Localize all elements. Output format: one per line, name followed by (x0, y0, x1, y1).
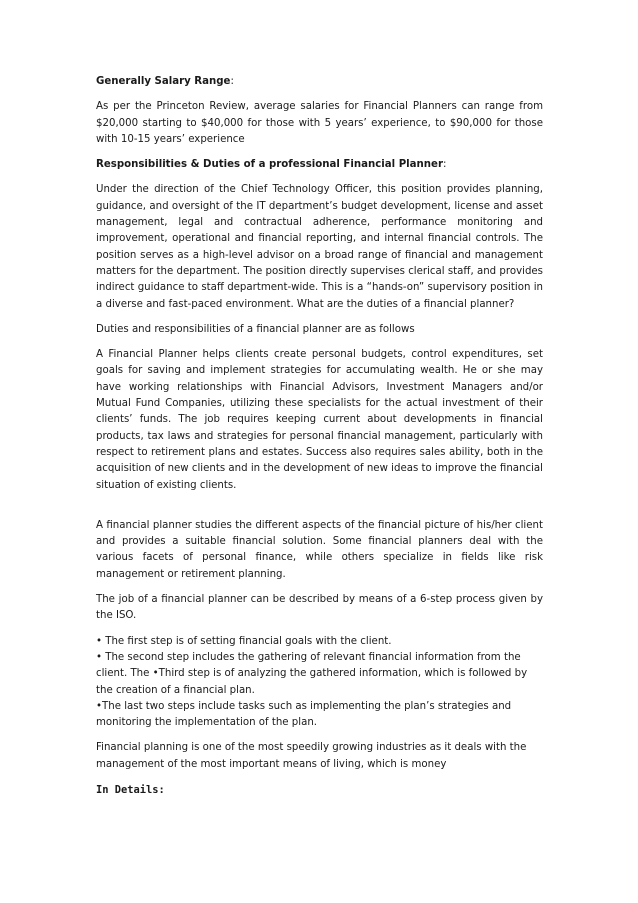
steps-list (96, 634, 543, 732)
in-details-heading: In Details: (96, 783, 165, 796)
responsibilities-heading-colon: : (442, 159, 447, 171)
duties-paragraph-3: The job of a financial planner can be described by means of a 6-step process given by the ISO. (96, 594, 543, 622)
salary-paragraph: As per the Princeton Review, average salaries for Financial Planners can range from $20,000 starting to $40,000 for those with 5 years’ experience, to $90,000 for those with 10-15 years’ experience (96, 101, 543, 145)
step-item-2: • The second step includes the gathering of relevant financial information from the client. The •Third step is of analyzing the gathered information, which is followed by the creation of a financial plan. (96, 651, 528, 696)
responsibilities-paragraph: Under the direction of the Chief Technology Officer, this position provides planning, guidance, and oversight of the IT department’s budget development, license and asset management, legal and contractual adherence, performance monitoring and improvement, operational and financial reporting, and internal financial controls. The position serves as a high-level advisor on a broad range of financial and management matters for the department. The position directly supervises clerical staff, and provides indirect guidance to staff department-wide. This is a “hands-on” supervisory position in a diverse and fast-paced environment. What are the duties of a financial planner? (96, 184, 543, 310)
document-page (96, 74, 543, 798)
duties-intro: Duties and responsibilities of a financial planner are as follows (96, 323, 415, 335)
salary-heading (96, 74, 543, 90)
step-item-1: • The first step is of setting financial goals with the client. (96, 635, 392, 647)
step-item-3: •The last two steps include tasks such as implementing the plan’s strategies and monitoring the implementation of the plan. (96, 700, 512, 729)
duties-paragraph-1: A Financial Planner helps clients create personal budgets, control expenditures, set goals for saving and implement strategies for accumulating wealth. He or she may have working relationships with Financial Advisors, Investment Managers and/or Mutual Fund Companies, utilizing these specialists for the actual investment of their clients’ funds. The job requires keeping current about developments in financial products, tax laws and strategies for personal financial management, particularly with respect to retirement plans and estates. Success also requires sales ability, both in the acquisition of new clients and in the development of new ideas to improve the financial situation of existing clients. (96, 349, 543, 491)
responsibilities-heading (96, 157, 543, 173)
duties-paragraph-2: A financial planner studies the different aspects of the financial picture of his/her client and provides a suitable financial solution. Some financial planners deal with the various facets of personal finance, while others specialize in fields like risk management or retirement planning. (96, 519, 543, 580)
responsibilities-heading-text: Responsibilities & Duties of a professional Financial Planner (96, 159, 443, 171)
salary-heading-text: Generally Salary Range (96, 76, 231, 87)
salary-heading-colon: : (230, 76, 234, 87)
closing-paragraph: Financial planning is one of the most speedily growing industries as it deals with the management of the most important means of living, which is money (96, 742, 527, 770)
